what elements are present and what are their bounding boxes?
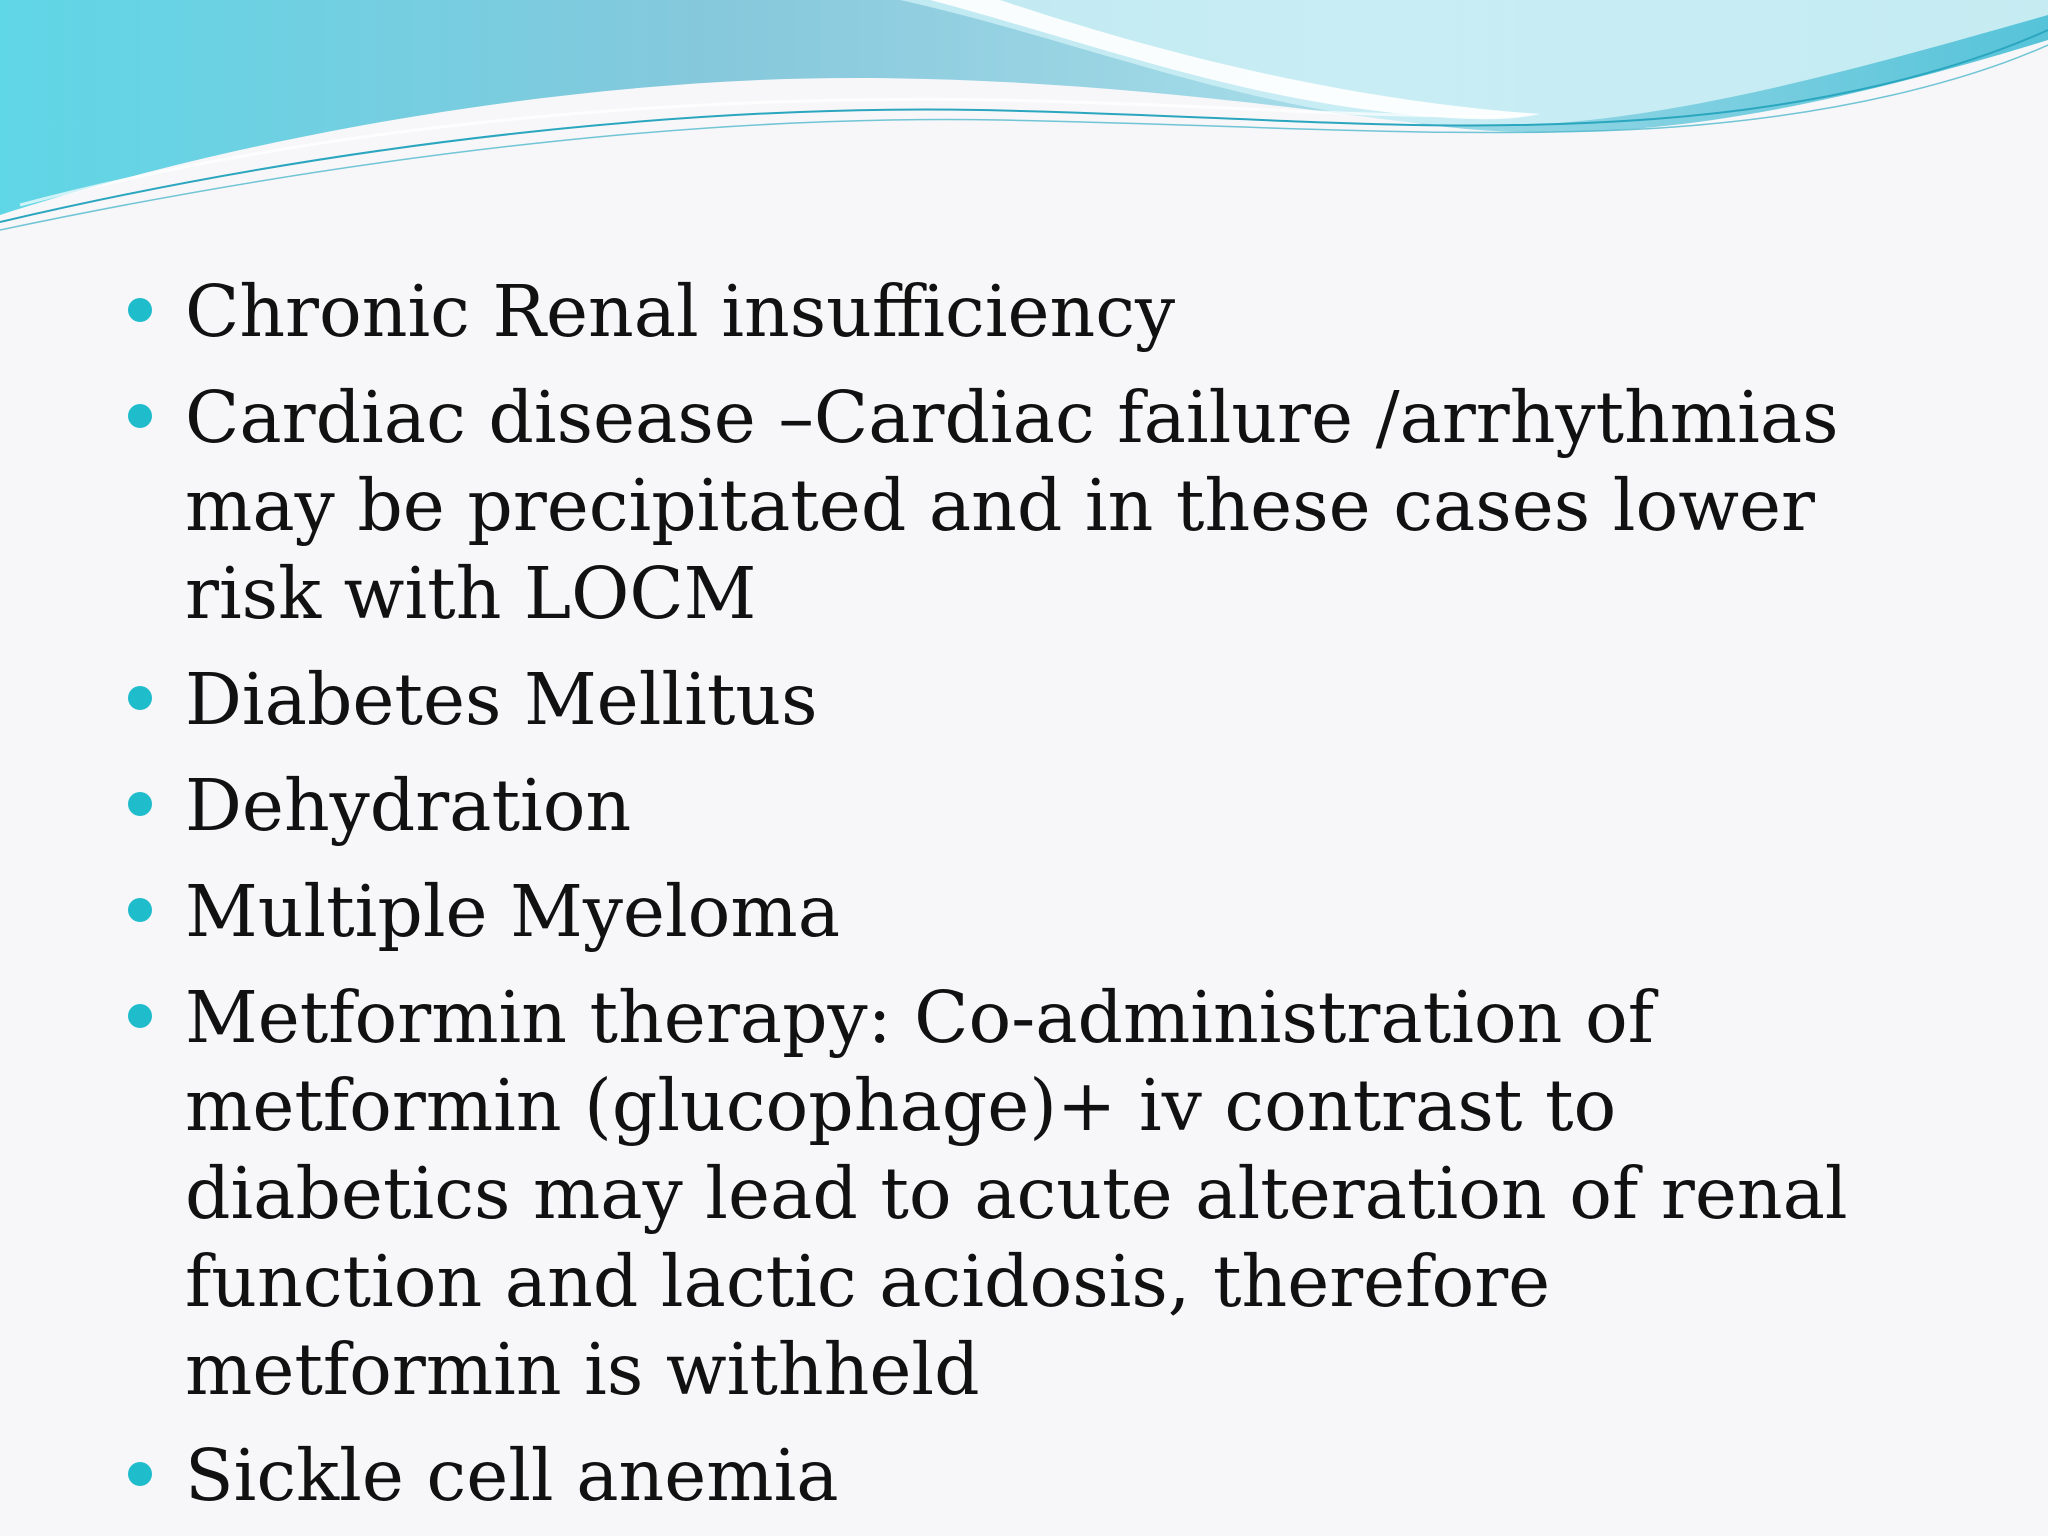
bullet-dot-icon: [128, 1004, 152, 1028]
bullet-dot-icon: [128, 686, 152, 710]
bullet-list: [128, 268, 1948, 1536]
bullet-item: [128, 762, 1948, 850]
bullet-dot-icon: [128, 792, 152, 816]
header-wave-decoration: [0, 0, 2048, 240]
bullet-text: Chronic Renal insufficiency: [185, 270, 1176, 353]
bullet-item: [128, 868, 1948, 956]
bullet-item: [128, 268, 1948, 356]
bullet-dot-icon: [128, 1462, 152, 1486]
bullet-item: [128, 656, 1948, 744]
bullet-text: Metformin therapy: Co-administration of metformin (glucophage)+ iv contrast to diabetics may lead to acute alteration of renal function and lactic acidosis, therefore metformin is withheld: [185, 976, 1848, 1411]
bullet-item: [128, 374, 1948, 638]
bullet-text: Cardiac disease –Cardiac failure /arrhythmias may be precipitated and in these cases lower risk with LOCM: [185, 376, 1839, 635]
bullet-text: Sickle cell anemia: [185, 1434, 839, 1517]
bullet-item: [128, 974, 1948, 1414]
bullet-text: Dehydration: [185, 764, 632, 847]
bullet-dot-icon: [128, 298, 152, 322]
bullet-dot-icon: [128, 898, 152, 922]
bullet-text: Multiple Myeloma: [185, 870, 841, 953]
bullet-dot-icon: [128, 404, 152, 428]
bullet-text: Diabetes Mellitus: [185, 658, 818, 741]
bullet-item: [128, 1432, 1948, 1520]
